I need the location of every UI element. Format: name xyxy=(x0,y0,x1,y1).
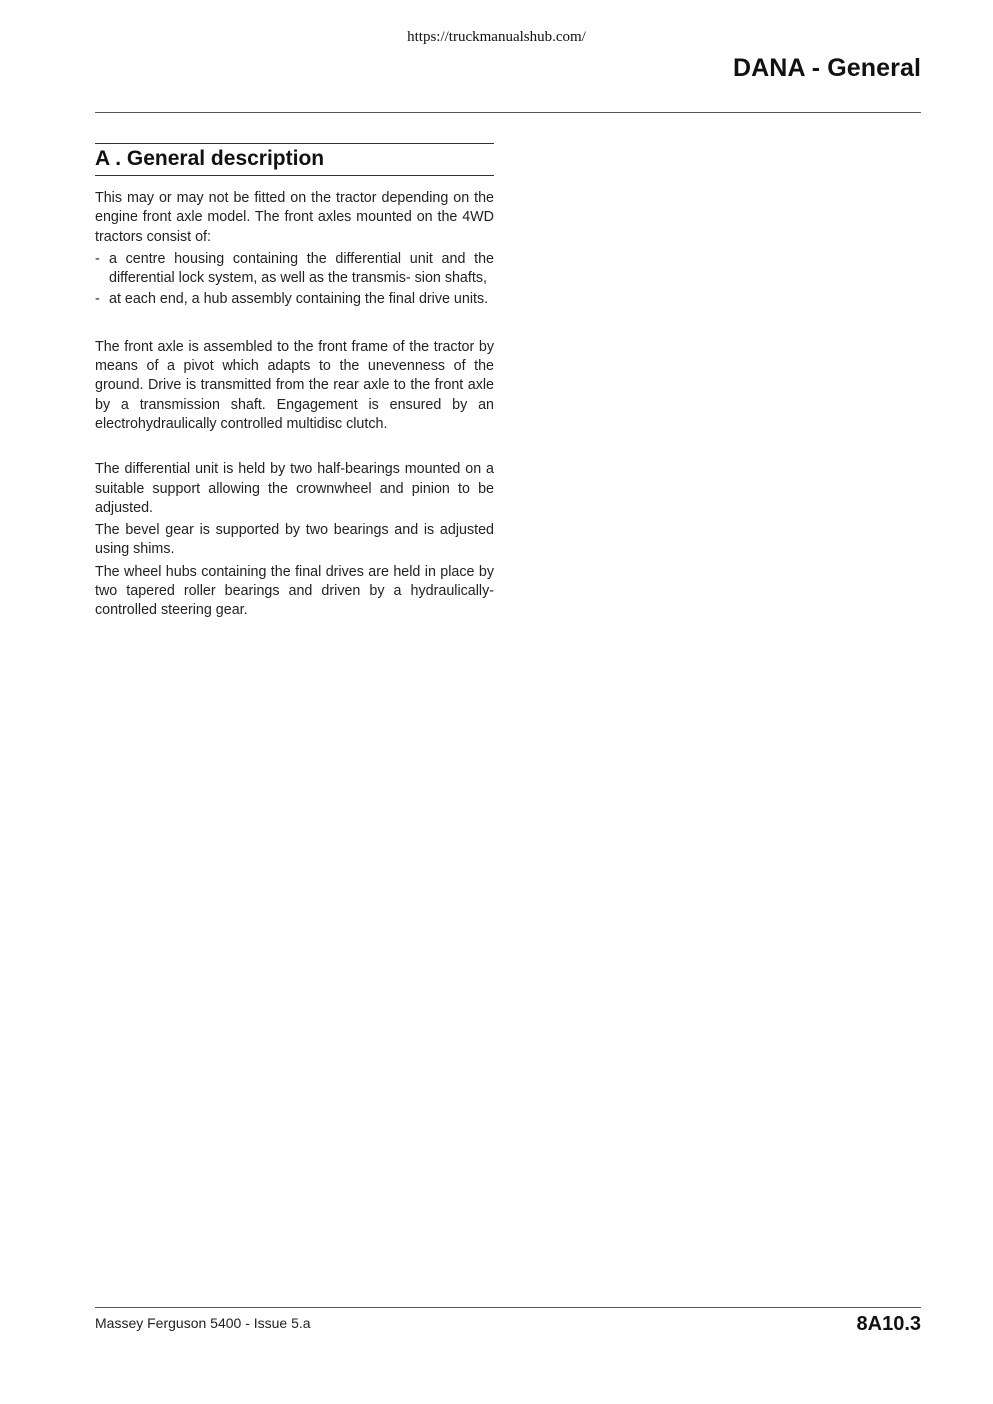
list-item xyxy=(95,250,494,289)
header-divider xyxy=(95,112,921,113)
component-list xyxy=(95,250,494,310)
list-item-text: a centre housing containing the differential unit and the differential lock system, as well as the transmis- sion shafts, xyxy=(109,250,494,287)
spacer xyxy=(95,312,494,338)
section-body xyxy=(95,189,494,621)
section-heading: A . General description xyxy=(95,143,494,176)
axle-assembly-paragraph: The front axle is assembled to the front frame of the tractor by means of a pivot which adapts to the unevenness of the ground. Drive is transmitted from the rear axle to the front axle by a transmission shaft. Engagement is ensured by an electrohydraulically controlled multidisc clutch. xyxy=(95,338,494,432)
bullet-dash: - xyxy=(95,291,100,308)
general-description-section xyxy=(95,143,494,621)
bullet-dash: - xyxy=(95,250,100,267)
list-item-text: at each end, a hub assembly containing the final drive units. xyxy=(109,291,489,308)
page-number: 8A10.3 xyxy=(856,1313,921,1335)
source-url[interactable]: https://truckmanualshub.com/ xyxy=(407,29,586,45)
footer-divider xyxy=(95,1307,921,1308)
bevel-gear-paragraph: The bevel gear is supported by two bearings and is adjusted using shims. xyxy=(95,522,494,558)
intro-paragraph: This may or may not be fitted on the tractor depending on the engine front axle model. The front axles mounted on the 4WD tractors consist of: xyxy=(95,190,494,245)
wheel-hubs-paragraph: The wheel hubs containing the final drives are held in place by two tapered roller bearings and driven by a hydraulically-controlled steering gear. xyxy=(95,563,494,619)
differential-paragraph: The differential unit is held by two half-bearings mounted on a suitable support allowing the crownwheel and pinion to be adjusted. xyxy=(95,461,494,516)
footer-manual-info: Massey Ferguson 5400 - Issue 5.a xyxy=(95,1315,311,1331)
page-header-title: DANA - General xyxy=(732,54,921,82)
list-item xyxy=(95,290,494,309)
spacer xyxy=(95,434,494,460)
